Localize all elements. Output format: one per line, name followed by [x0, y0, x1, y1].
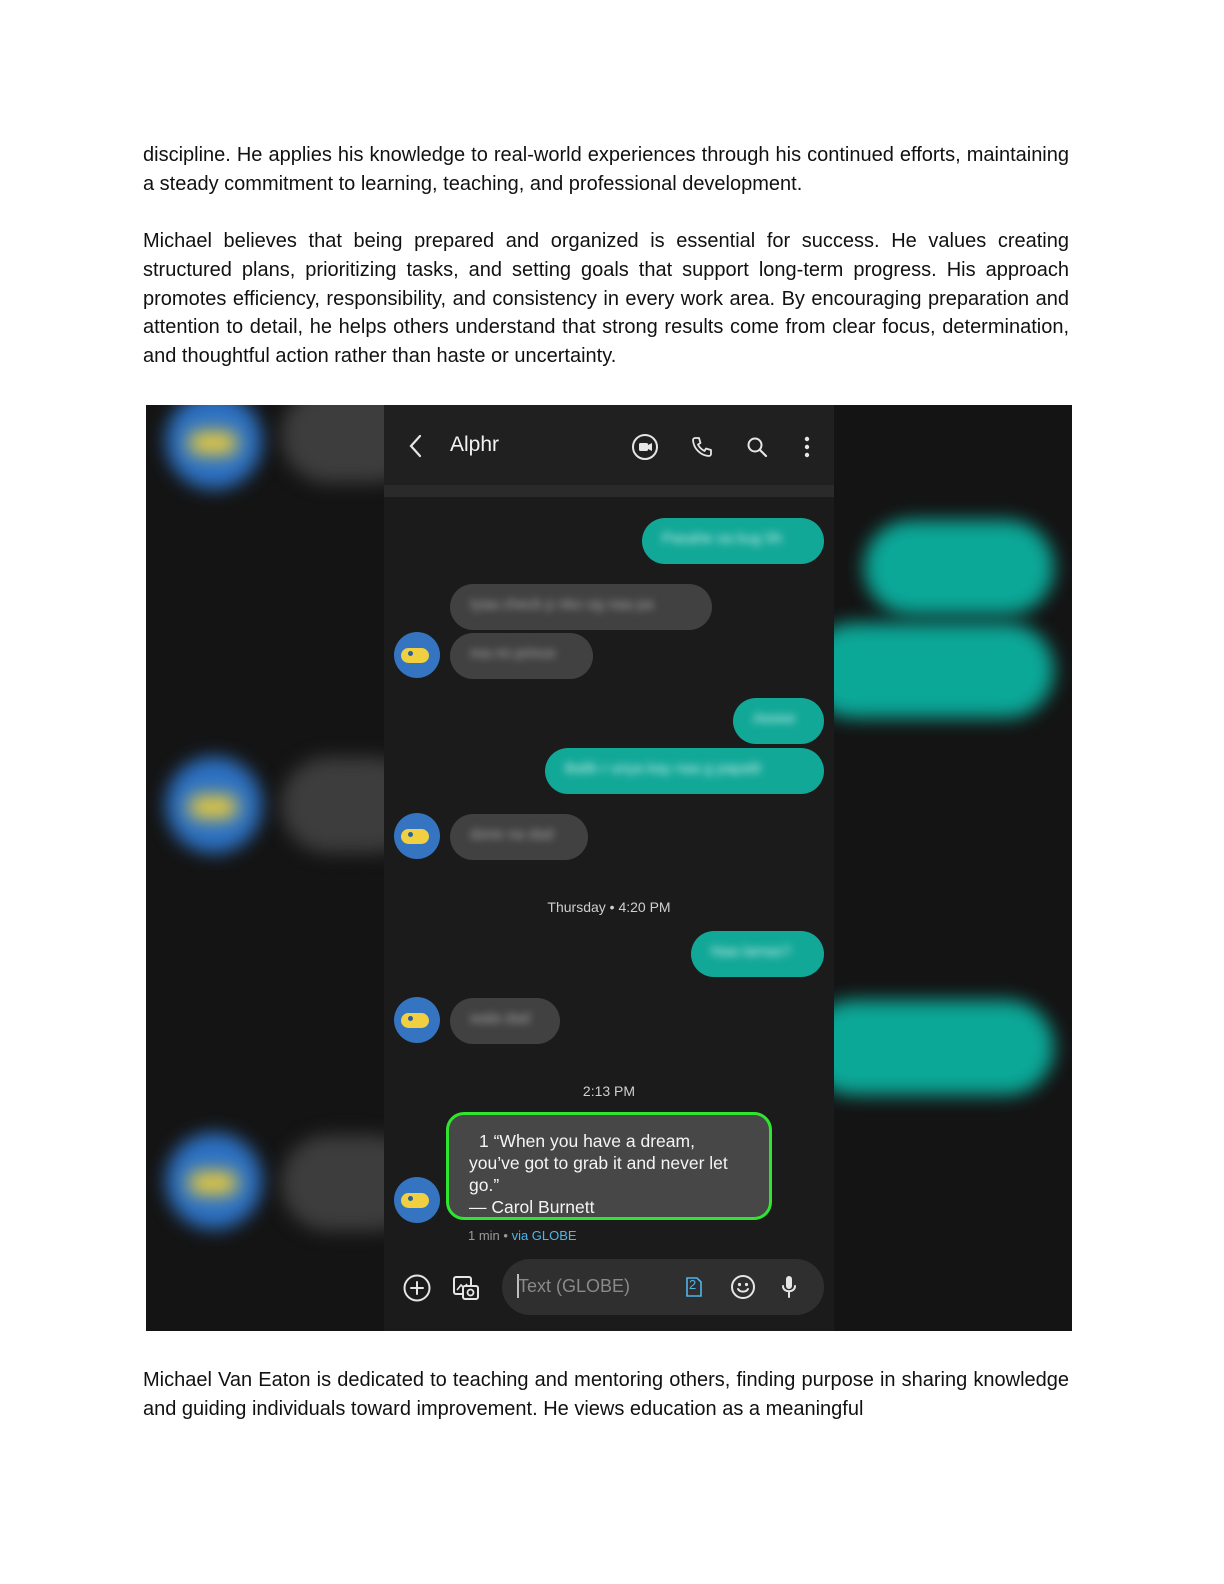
- contact-avatar[interactable]: [394, 1177, 440, 1223]
- incoming-message[interactable]: wala dad: [450, 998, 560, 1044]
- blurred-bubble: [864, 520, 1054, 615]
- blurred-bubble: [806, 623, 1054, 718]
- voice-input-button[interactable]: [776, 1272, 802, 1302]
- phone-call-button[interactable]: [687, 432, 717, 462]
- sim-selector-button[interactable]: [682, 1274, 706, 1300]
- phone-icon: [690, 435, 714, 459]
- back-arrow-icon: [408, 434, 422, 458]
- video-call-button[interactable]: [630, 432, 660, 462]
- quote-line: go.”: [469, 1175, 500, 1195]
- timestamp-divider: Thursday • 4:20 PM: [547, 899, 671, 915]
- microphone-icon: [780, 1274, 798, 1300]
- contact-avatar[interactable]: [394, 632, 440, 678]
- blurred-avatar: [166, 1133, 262, 1229]
- outgoing-message[interactable]: Balik r unya kay naa g papalit: [545, 748, 824, 794]
- paragraph-top: discipline. He applies his knowledge to real-world experiences through his continued efforts, maintaining a steady commitment to learning, teaching, and professional development.: [143, 144, 1069, 195]
- paragraph-bottom: Michael Van Eaton is dedicated to teaching and mentoring others, finding purpose in sharing knowledge and guiding individuals toward improvement. He views education as a meaningful: [143, 1369, 1069, 1420]
- phone-screen: [384, 405, 834, 1331]
- more-vertical-icon: [804, 436, 810, 458]
- emoji-icon: [730, 1274, 756, 1300]
- app-bar: [384, 405, 834, 485]
- message-carrier: via GLOBE: [511, 1228, 577, 1243]
- contact-avatar[interactable]: [394, 813, 440, 859]
- message-input[interactable]: [502, 1259, 824, 1315]
- blurred-avatar: [166, 405, 262, 489]
- incoming-message[interactable]: Iyaa check p nko og naa pa: [450, 584, 712, 630]
- app-bar-divider: [384, 485, 834, 497]
- sim-number: 2: [689, 1277, 697, 1292]
- blurred-bubble: [806, 1000, 1054, 1095]
- blurred-avatar: [166, 757, 262, 853]
- gallery-button[interactable]: [449, 1271, 483, 1305]
- incoming-message[interactable]: ma mi prince: [450, 633, 593, 679]
- paragraph-middle: Michael believes that being prepared and organized is essential for success. He values creating structured plans, prioritizing tasks, and setting goals that support long-term progress. His approach promotes efficiency, responsibility, and consistency in every work area. By encouraging preparation and attention to detail, he helps others understand that strong results come from clear focus, determination, and thoughtful action rather than haste or uncertainty.: [143, 230, 1069, 368]
- message-time: 1 min •: [468, 1228, 512, 1243]
- quote-author: — Carol Burnett: [469, 1197, 595, 1217]
- search-icon: [746, 436, 768, 458]
- outgoing-message[interactable]: Awww: [733, 698, 824, 744]
- add-attachment-button[interactable]: [400, 1271, 434, 1305]
- video-call-icon: [631, 433, 659, 461]
- incoming-message[interactable]: done na dad: [450, 814, 588, 860]
- search-button[interactable]: [742, 432, 772, 462]
- contact-name: Alphr: [450, 433, 500, 456]
- more-options-button[interactable]: [794, 432, 820, 462]
- contact-avatar[interactable]: [394, 997, 440, 1043]
- outgoing-message[interactable]: Naa lamas?: [691, 931, 824, 977]
- message-input-placeholder: Text (GLOBE): [518, 1276, 631, 1296]
- message-meta: [468, 1228, 577, 1243]
- embedded-chat-screenshot: [146, 405, 1072, 1331]
- highlighted-quote-message[interactable]: [446, 1112, 772, 1220]
- emoji-button[interactable]: [728, 1272, 758, 1302]
- quote-line: you’ve got to grab it and never let: [469, 1153, 728, 1173]
- back-button[interactable]: [402, 433, 428, 459]
- timestamp-divider: 2:13 PM: [582, 1083, 636, 1099]
- quote-line: 1 “When you have a dream,: [479, 1131, 695, 1151]
- add-circle-icon: [402, 1273, 432, 1303]
- gallery-icon: [451, 1273, 481, 1303]
- outgoing-message[interactable]: Pasahe sa kug 5h: [642, 518, 824, 564]
